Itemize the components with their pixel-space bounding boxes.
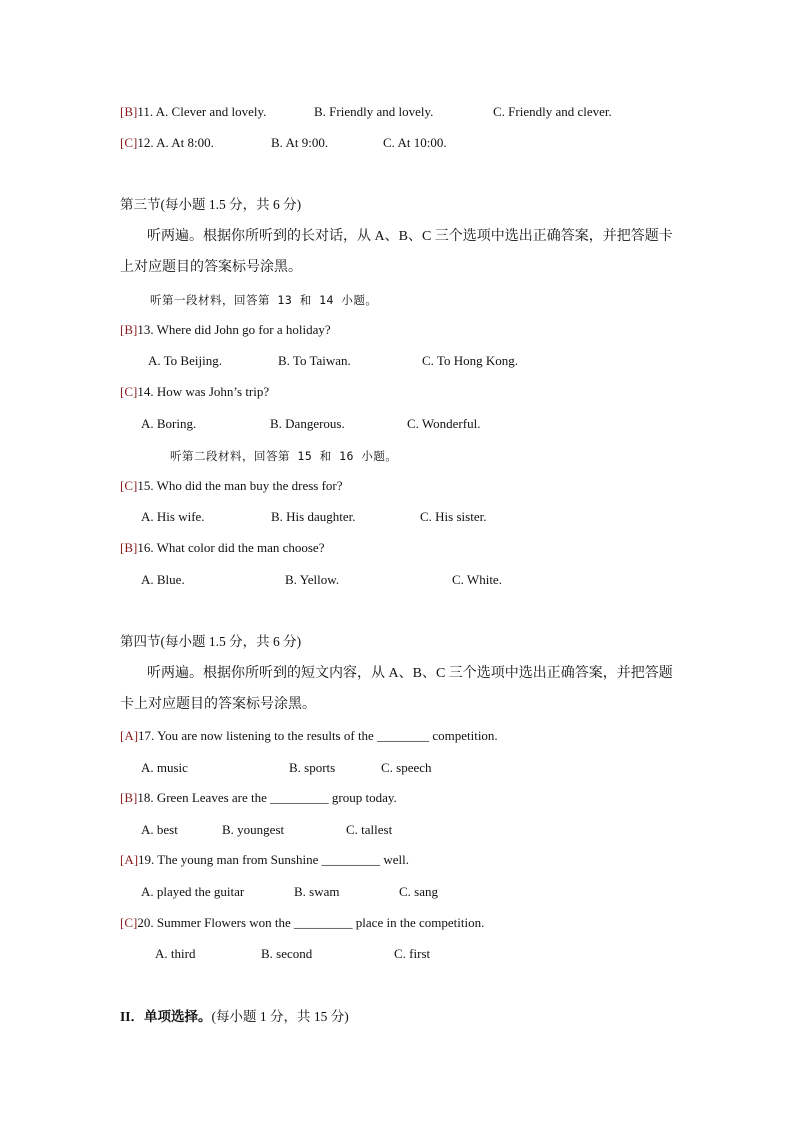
option-b: B. Yellow. bbox=[285, 572, 340, 587]
option-b: B. youngest bbox=[222, 822, 285, 837]
option-c: C. speech bbox=[381, 760, 432, 775]
section-4-instruction-line-1: 听两遍。根据你所听到的短文内容，从 A、B、C 三个选项中选出正确答案，并把答题 bbox=[147, 666, 673, 681]
question-stem: 20. Summer Flowers won the _________ place in the competition. bbox=[137, 915, 485, 930]
option-b: B. To Taiwan. bbox=[278, 353, 351, 368]
question-stem: 15. Who did the man buy the dress for? bbox=[137, 478, 343, 493]
section-3-instruction-line-1: 听两遍。根据你所听到的长对话，从 A、B、C 三个选项中选出正确答案，并把答题卡 bbox=[147, 229, 673, 244]
question-19-stem bbox=[120, 852, 409, 868]
option-a: A. music bbox=[141, 760, 188, 775]
option-c: C. White. bbox=[452, 572, 502, 587]
section-4-instruction-line-2: 卡上对应题目的答案标号涂黑。 bbox=[120, 697, 316, 712]
answer-key: [A] bbox=[120, 852, 139, 867]
section-4-title: 第四节(每小题 1.5 分，共 6 分) bbox=[120, 634, 302, 649]
question-17-stem bbox=[120, 728, 498, 744]
option-a: A. To Beijing. bbox=[148, 353, 222, 368]
question-stem: 19. The young man from Sunshine _________ well. bbox=[138, 852, 409, 867]
option-c: C. Wonderful. bbox=[407, 416, 481, 431]
option-a: A. Blue. bbox=[141, 572, 185, 587]
answer-key: [B] bbox=[120, 790, 138, 805]
part-2-title: II．单项选择。 bbox=[120, 1009, 212, 1024]
question-11-row bbox=[120, 104, 612, 120]
question-20-stem bbox=[120, 915, 484, 931]
option-b: B. At 9:00. bbox=[271, 135, 329, 150]
part-2-scoring: (每小题 1 分，共 15 分) bbox=[211, 1009, 349, 1024]
question-18-stem bbox=[120, 790, 397, 806]
question-stem: 11. A. Clever and lovely. bbox=[137, 104, 267, 119]
answer-key: [B] bbox=[120, 104, 138, 119]
material-2-note: 听第二段材料，回答第 15 和 16 小题。 bbox=[170, 449, 398, 463]
question-stem: 18. Green Leaves are the _________ group today. bbox=[137, 790, 397, 805]
option-c: C. To Hong Kong. bbox=[422, 353, 518, 368]
option-c: C. His sister. bbox=[420, 509, 487, 524]
section-3-instruction-line-2: 上对应题目的答案标号涂黑。 bbox=[120, 260, 302, 275]
part-2-heading bbox=[120, 1009, 349, 1025]
option-b: B. His daughter. bbox=[271, 509, 356, 524]
option-b: B. swam bbox=[294, 884, 340, 899]
question-stem: 14. How was John’s trip? bbox=[137, 384, 270, 399]
answer-key: [B] bbox=[120, 322, 138, 337]
question-stem: 12. A. At 8:00. bbox=[137, 135, 214, 150]
section-3-title: 第三节(每小题 1.5 分，共 6 分) bbox=[120, 197, 302, 212]
question-stem: 16. What color did the man choose? bbox=[137, 540, 325, 555]
option-a: A. played the guitar bbox=[141, 884, 245, 899]
question-15-stem bbox=[120, 478, 343, 494]
option-a: A. Boring. bbox=[141, 416, 197, 431]
option-b: B. second bbox=[261, 946, 313, 961]
question-12-row bbox=[120, 135, 447, 151]
option-a: A. His wife. bbox=[141, 509, 205, 524]
answer-key: [C] bbox=[120, 384, 138, 399]
answer-key: [C] bbox=[120, 915, 138, 930]
option-a: A. best bbox=[141, 822, 178, 837]
question-stem: 13. Where did John go for a holiday? bbox=[137, 322, 331, 337]
material-1-note: 听第一段材料，回答第 13 和 14 小题。 bbox=[150, 293, 378, 307]
option-b: B. Friendly and lovely. bbox=[314, 104, 434, 119]
answer-key: [C] bbox=[120, 135, 138, 150]
question-14-stem bbox=[120, 384, 269, 400]
option-c: C. At 10:00. bbox=[383, 135, 447, 150]
option-c: C. first bbox=[394, 946, 431, 961]
question-stem: 17. You are now listening to the results of the ________ competition. bbox=[138, 728, 498, 743]
answer-key: [C] bbox=[120, 478, 138, 493]
question-16-stem bbox=[120, 540, 324, 556]
option-b: B. Dangerous. bbox=[270, 416, 345, 431]
answer-key: [A] bbox=[120, 728, 139, 743]
option-c: C. tallest bbox=[346, 822, 393, 837]
question-13-stem bbox=[120, 322, 331, 338]
option-b: B. sports bbox=[289, 760, 336, 775]
answer-key: [B] bbox=[120, 540, 138, 555]
option-a: A. third bbox=[155, 946, 196, 961]
option-c: C. Friendly and clever. bbox=[493, 104, 612, 119]
option-c: C. sang bbox=[399, 884, 438, 899]
